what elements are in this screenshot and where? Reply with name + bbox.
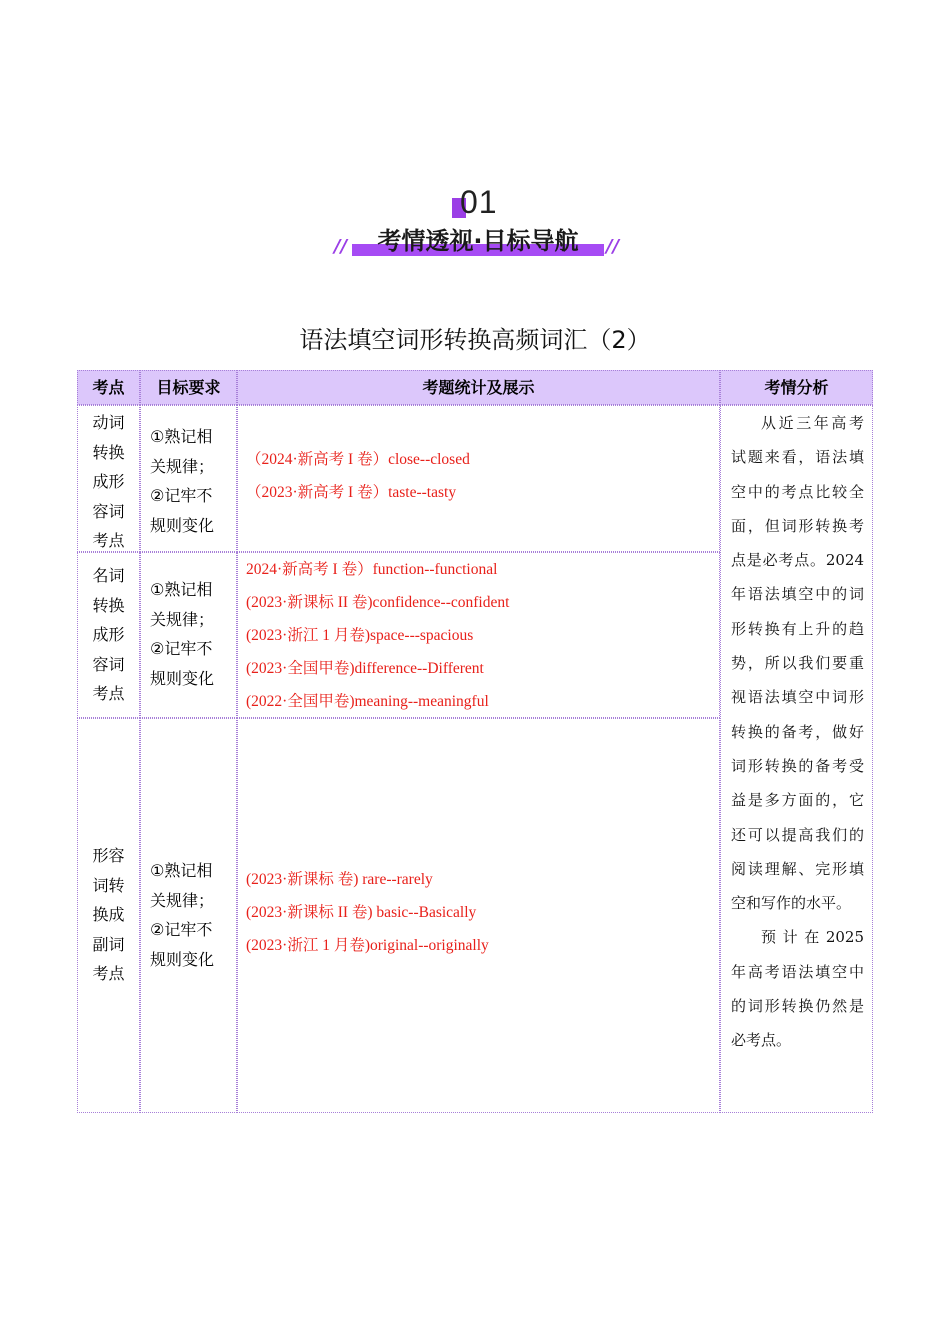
header-examples: 考题统计及展示 xyxy=(237,370,720,405)
kaodian-line: 容词 xyxy=(92,501,125,521)
header-kaodian: 考点 xyxy=(77,370,140,405)
row3-goal xyxy=(140,718,237,1113)
goal-line: 关规律； xyxy=(150,890,215,910)
example-item: (2023·新课标 卷) rare--rarely xyxy=(246,871,433,888)
kaodian-line: 词转 xyxy=(92,875,125,895)
row2-goal xyxy=(140,552,237,718)
left-slash-decoration: // xyxy=(334,236,348,257)
example-item: (2022·全国甲卷)meaning--meaningful xyxy=(246,693,489,710)
analysis-cell xyxy=(720,405,873,1113)
goal-line: 规则变化 xyxy=(150,668,215,688)
row2-kaodian xyxy=(77,552,140,718)
example-item: (2023·浙江 1 月卷)space---spacious xyxy=(246,627,474,644)
kaodian-line: 形容 xyxy=(92,846,125,865)
kaodian-line: 考点 xyxy=(92,531,125,550)
section-banner xyxy=(0,180,950,270)
goal-line: ①熟记相 xyxy=(150,861,213,880)
example-item: (2023·全国甲卷)difference--Different xyxy=(246,660,484,677)
goal-line: ②记牢不 xyxy=(150,486,213,505)
document-title: 语法填空词形转换高频词汇（2） xyxy=(299,326,651,354)
analysis-paragraph: 从近三年高考试题来看，语法填空中的考点比较全面，但词形转换考点是必考点。2024年语法填空中的词形转换有上升的趋势，所以我们要重视语法填空中词形转换的备考，做好词形转换的备考受益是多方面的，它还可以提高我们的阅读理解、完形填空和写作的水平。 xyxy=(731,414,864,913)
kaodian-line: 换成 xyxy=(92,905,125,924)
header-analysis: 考情分析 xyxy=(720,370,873,405)
kaodian-line: 名词 xyxy=(92,566,125,585)
kaodian-line: 容词 xyxy=(92,654,125,674)
row2-examples xyxy=(237,552,720,718)
goal-line: 规则变化 xyxy=(150,515,215,535)
analysis-paragraph: 预 计 在 2025 年高考语法填空中的词形转换仍然是必考点。 xyxy=(731,928,864,1050)
goal-line: ①熟记相 xyxy=(150,580,213,599)
goal-line: 关规律； xyxy=(150,609,215,629)
section-number: 01 xyxy=(460,184,498,220)
example-item: (2023·新课标 II 卷)confidence--confident xyxy=(246,594,510,611)
header-goal: 目标要求 xyxy=(140,370,237,405)
goal-line: 关规律； xyxy=(150,456,215,476)
goal-line: ②记牢不 xyxy=(150,639,213,658)
row1-examples xyxy=(237,405,720,552)
row3-kaodian xyxy=(77,718,140,1113)
right-slash-decoration: // xyxy=(606,236,620,257)
kaodian-line: 转换 xyxy=(92,442,125,462)
exam-analysis-table xyxy=(77,370,873,1113)
example-item: (2023·浙江 1 月卷)original--originally xyxy=(246,937,489,954)
kaodian-line: 成形 xyxy=(92,472,125,491)
example-item: 2024·新高考 I 卷）function--functional xyxy=(246,561,498,578)
kaodian-line: 副词 xyxy=(92,934,125,954)
goal-line: ①熟记相 xyxy=(150,427,213,446)
goal-line: ②记牢不 xyxy=(150,920,213,939)
kaodian-line: 转换 xyxy=(92,595,125,615)
example-item: (2023·新课标 II 卷) basic--Basically xyxy=(246,904,477,921)
row1-goal xyxy=(140,405,237,552)
example-item: （2023·新高考 I 卷）taste--tasty xyxy=(246,484,457,501)
example-item: （2024·新高考 I 卷）close--closed xyxy=(246,451,470,468)
row3-examples xyxy=(237,718,720,1113)
kaodian-line: 动词 xyxy=(92,413,125,432)
goal-line: 规则变化 xyxy=(150,949,215,969)
row1-kaodian xyxy=(77,405,140,552)
kaodian-line: 考点 xyxy=(92,684,125,703)
section-title: 考情透视·目标导航 xyxy=(377,227,579,255)
kaodian-line: 成形 xyxy=(92,625,125,644)
kaodian-line: 考点 xyxy=(92,964,125,983)
